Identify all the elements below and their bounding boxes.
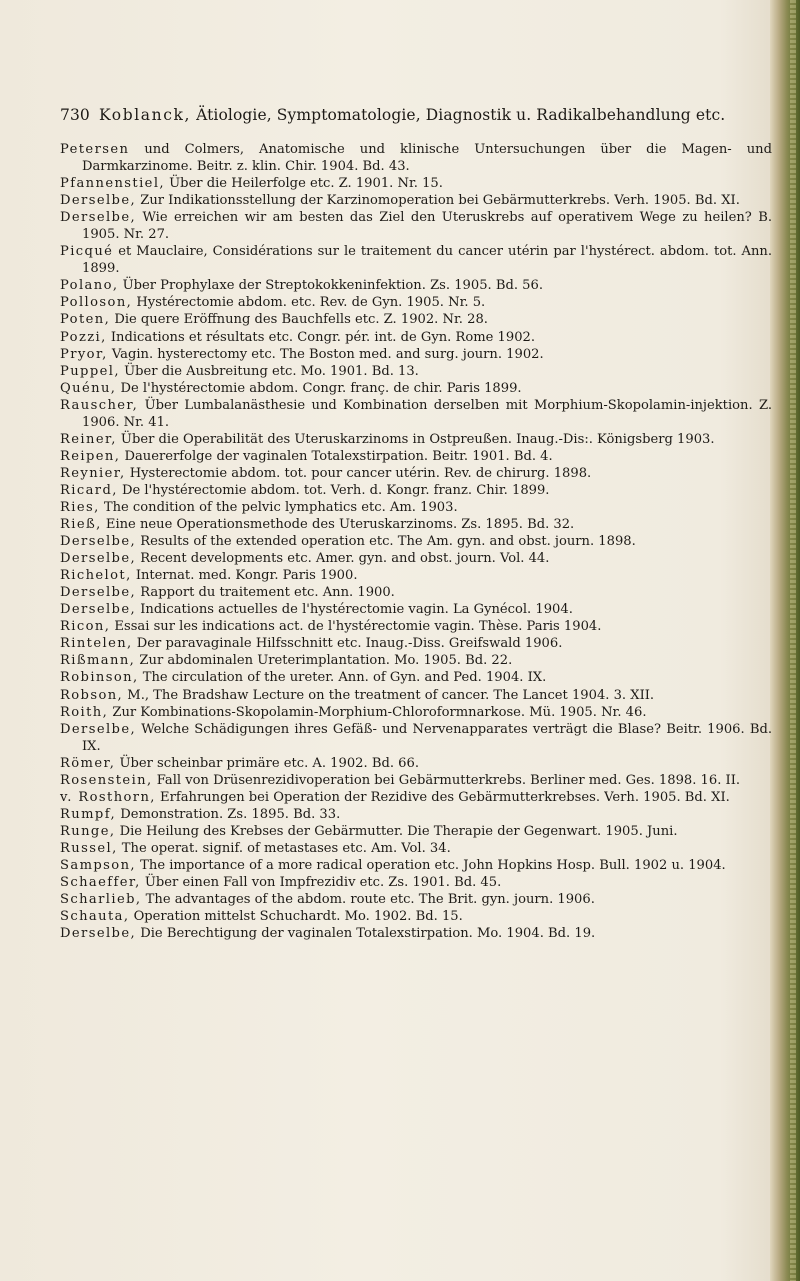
entry-reference: Der paravaginale Hilfsschnitt etc. Inaug.-Diss. Greifswald 1906.: [132, 636, 563, 652]
bibliography-entry: [60, 175, 772, 192]
entry-reference: Über die Heilerfolge etc. Z. 1901. Nr. 15.: [164, 176, 443, 192]
entry-reference: M., The Bradshaw Lecture on the treatment of cancer. The Lancet 1904. 3. XII.: [123, 687, 655, 703]
bibliography-entry: [60, 533, 772, 550]
entry-reference: und Colmers, Anatomische und klinische Untersuchungen über die Magen- und Darmkarzinome. Beitr. z. klin. Chir. 1904. Bd. 43.: [82, 142, 772, 175]
header-author: Koblanck,: [99, 106, 192, 124]
entry-reference: Vagin. hysterectomy etc. The Boston med. and surg. journ. 1902.: [107, 346, 544, 362]
entry-reference: et Mauclaire, Considérations sur le traitement du cancer utérin par l'hystérect. abdom. tot. Ann. 1899.: [82, 244, 772, 277]
entry-author: Rosenstein,: [60, 772, 153, 788]
entry-reference: Indications actuelles de l'hystérectomie vagin. La Gynécol. 1904.: [136, 602, 573, 618]
entry-reference: Welche Schädigungen ihres Gefäß- und Nervenapparates verträgt die Blase? Beitr. 1906. Bd. IX.: [82, 721, 772, 754]
bibliography-entry: [60, 721, 772, 755]
bibliography-entry: [60, 448, 772, 465]
entry-reference: Wie erreichen wir am besten das Ziel den Uteruskrebs auf operativem Wege zu heilen? B. 1905. Nr. 27.: [82, 210, 772, 243]
bibliography-entry: [60, 601, 772, 618]
entry-reference: Indications et résultats etc. Congr. pér. int. de Gyn. Rome 1902.: [106, 329, 536, 345]
entry-reference: Zur Indikationsstellung der Karzinomoperation bei Gebärmutterkrebs. Verh. 1905. Bd. XI.: [136, 193, 740, 209]
entry-author: Robinson,: [60, 670, 139, 686]
bibliography-entry: [60, 908, 772, 925]
entry-reference: Die Heilung des Krebses der Gebärmutter. Die Therapie der Gegenwart. 1905. Juni.: [115, 823, 678, 839]
bibliography-entry: [60, 380, 772, 397]
entry-reference: Recent developments etc. Amer. gyn. and obst. journ. Vol. 44.: [136, 551, 550, 567]
header-title: Ätiologie, Symptomatologie, Diagnostik u. Radikalbehandlung etc.: [196, 106, 726, 124]
entry-author: Runge,: [60, 823, 116, 839]
bibliography-entry: [60, 567, 772, 584]
entry-reference: Zur abdominalen Ureterimplantation. Mo. 1905. Bd. 22.: [135, 653, 513, 669]
entry-author: Pryor,: [60, 346, 108, 362]
entry-author: Pfannenstiel,: [60, 176, 165, 192]
entry-reference: The circulation of the ureter. Ann. of Gyn. and Ped. 1904. IX.: [138, 670, 547, 686]
entry-reference: Eine neue Operationsmethode des Uteruskarzinoms. Zs. 1895. Bd. 32.: [101, 517, 575, 533]
entry-reference: De l'hystérectomie abdom. tot. Verh. d. Kongr. franz. Chir. 1899.: [117, 482, 550, 498]
entry-reference: Die quere Eröffnung des Bauchfells etc. Z. 1902. Nr. 28.: [110, 312, 488, 328]
entry-reference: Über scheinbar primäre etc. A. 1902. Bd. 66.: [115, 755, 419, 771]
bibliography-entry: [60, 806, 772, 823]
entry-reference: The importance of a more radical operation etc. John Hopkins Hosp. Bull. 1902 u. 1904.: [135, 857, 726, 873]
entry-reference: Hystérectomie abdom. etc. Rev. de Gyn. 1905. Nr. 5.: [132, 295, 486, 311]
entry-author: Derselbe,: [60, 585, 137, 601]
entry-reference: Über die Ausbreitung etc. Mo. 1901. Bd. 13.: [119, 363, 419, 379]
bibliography-entry: [60, 516, 772, 533]
bibliography-entry: [60, 874, 772, 891]
entry-reference: Demonstration. Zs. 1895. Bd. 33.: [116, 806, 341, 822]
bibliography-entry: [60, 363, 772, 380]
bibliography-entry: [60, 346, 772, 363]
bibliography-entry: [60, 925, 772, 942]
entry-author: Rieß,: [60, 517, 102, 533]
entry-reference: Internat. med. Kongr. Paris 1900.: [131, 568, 358, 584]
bibliography-entry: [60, 397, 772, 431]
entry-reference: Zur Kombinations-Skopolamin-Morphium-Chloroformnarkose. Mü. 1905. Nr. 46.: [108, 704, 647, 720]
entry-author: Römer,: [60, 755, 116, 771]
entry-reference: Über Prophylaxe der Streptokokkeninfektion. Zs. 1905. Bd. 56.: [118, 278, 544, 294]
entry-author: Picqué: [60, 244, 114, 260]
entry-author: Derselbe,: [60, 602, 137, 618]
entry-author: Reipen,: [60, 448, 121, 464]
entry-author: Rintelen,: [60, 636, 133, 652]
bibliography-entry: [60, 857, 772, 874]
entry-reference: The advantages of the abdom. route etc. The Brit. gyn. journ. 1906.: [141, 892, 595, 908]
bibliography-entry: [60, 465, 772, 482]
bibliography-entry: [60, 209, 772, 243]
bibliography-entry: [60, 584, 772, 601]
bibliography-entry: [60, 499, 772, 516]
bibliography-entry: [60, 192, 772, 209]
bibliography-entry: [60, 294, 772, 311]
entry-author: Derselbe,: [60, 926, 137, 942]
bibliography-entry: [60, 635, 772, 652]
bibliography-entry: [60, 823, 772, 840]
entry-reference: Operation mittelst Schuchardt. Mo. 1902. Bd. 15.: [129, 909, 463, 925]
bibliography-entry: [60, 141, 772, 175]
entry-reference: Dauererfolge der vaginalen Totalexstirpation. Beitr. 1901. Bd. 4.: [120, 448, 553, 464]
entry-author: Derselbe,: [60, 721, 137, 737]
entry-author: Sampson,: [60, 857, 136, 873]
entry-reference: Fall von Drüsenrezidivoperation bei Gebärmutterkrebs. Berliner med. Ges. 1898. 16. II.: [152, 772, 741, 788]
bibliography-entry: [60, 772, 772, 789]
bibliography-entry: [60, 277, 772, 294]
entry-author: Pozzi,: [60, 329, 107, 345]
entry-author: Schauta,: [60, 909, 130, 925]
entry-author: Schaeffer,: [60, 875, 141, 891]
entry-author: Quénu,: [60, 380, 117, 396]
bibliography-entry: [60, 482, 772, 499]
entry-reference: The condition of the pelvic lymphatics etc. Am. 1903.: [99, 499, 458, 515]
bibliography-entry: [60, 618, 772, 635]
entry-author: Derselbe,: [60, 534, 137, 550]
bibliography-entry: [60, 891, 772, 908]
bibliography-entry: [60, 550, 772, 567]
entry-author: Petersen: [60, 142, 130, 157]
entry-author: Poten,: [60, 312, 111, 328]
entry-author: Puppel,: [60, 363, 120, 379]
bibliography-entry: [60, 329, 772, 346]
entry-author: Richelot,: [60, 568, 132, 584]
bibliography-entry: [60, 311, 772, 328]
entry-reference: Results of the extended operation etc. The Am. gyn. and obst. journ. 1898.: [136, 534, 636, 550]
entry-reference: Über Lumbalanästhesie und Kombination derselben mit Morphium-Skopolamin-injektion. Z. 1906. Nr. 41.: [82, 397, 772, 430]
entry-author: Scharlieb,: [60, 892, 142, 908]
bibliography-entry: [60, 755, 772, 772]
entry-author: Derselbe,: [60, 551, 137, 567]
entry-author: Reynier,: [60, 465, 126, 481]
bibliography-entry: [60, 652, 772, 669]
entry-author: Rißmann,: [60, 653, 136, 669]
entry-author: Ries,: [60, 499, 100, 515]
entry-reference: Über einen Fall von Impfrezidiv etc. Zs. 1901. Bd. 45.: [140, 875, 502, 891]
entry-reference: Über die Operabilität des Uteruskarzinoms in Ostpreußen. Inaug.-Dis:. Königsberg 1903.: [116, 431, 715, 447]
entry-author: Ricard,: [60, 482, 118, 498]
entry-author: Derselbe,: [60, 193, 137, 209]
entry-reference: The operat. signif. of metastases etc. Am. Vol. 34.: [117, 840, 451, 856]
entry-reference: Rapport du traitement etc. Ann. 1900.: [136, 585, 395, 601]
entry-author: Polloson,: [60, 295, 133, 311]
entry-author: Derselbe,: [60, 210, 137, 226]
entry-reference: Hysterectomie abdom. tot. pour cancer utérin. Rev. de chirurg. 1898.: [125, 465, 592, 481]
entry-author: Rauscher,: [60, 397, 139, 413]
entry-author: Roith,: [60, 704, 109, 720]
entry-reference: De l'hystérectomie abdom. Congr. franç. de chir. Paris 1899.: [116, 380, 522, 396]
entry-author: Robson,: [60, 687, 124, 703]
bibliography-entry: [60, 840, 772, 857]
entry-author: v. Rosthorn,: [60, 789, 156, 805]
entry-reference: Essai sur les indications act. de l'hystérectomie vagin. Thèse. Paris 1904.: [110, 619, 602, 635]
running-header: [60, 106, 760, 124]
entry-author: Polano,: [60, 278, 119, 294]
bibliography-entry: [60, 243, 772, 277]
bibliography-entry: [60, 687, 772, 704]
entry-author: Ricon,: [60, 619, 111, 635]
page-edge-binding: [770, 0, 800, 1281]
bibliography-list: [60, 141, 772, 942]
bibliography-entry: [60, 789, 772, 806]
entry-author: Reiner,: [60, 431, 117, 447]
page-number: 730: [60, 106, 90, 124]
entry-author: Rumpf,: [60, 806, 117, 822]
bibliography-entry: [60, 669, 772, 686]
entry-author: Russel,: [60, 840, 118, 856]
entry-reference: Die Berechtigung der vaginalen Totalexstirpation. Mo. 1904. Bd. 19.: [136, 926, 596, 942]
bibliography-entry: [60, 704, 772, 721]
entry-reference: Erfahrungen bei Operation der Rezidive des Gebärmutterkrebses. Verh. 1905. Bd. XI.: [155, 789, 730, 805]
bibliography-entry: [60, 431, 772, 448]
